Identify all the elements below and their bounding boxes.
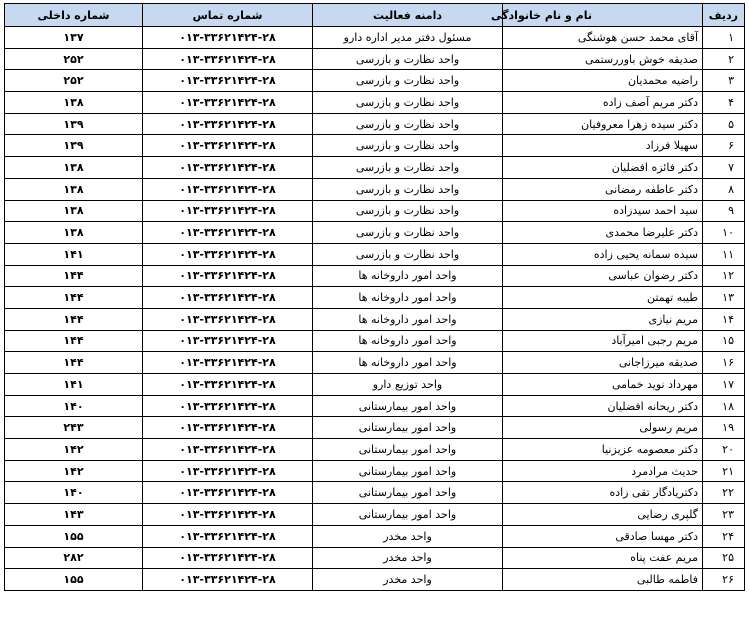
cell-name: دکتر مریم آصف زاده: [503, 92, 703, 114]
cell-phone: ۰۱۳-۳۳۶۲۱۴۲۴-۲۸: [143, 178, 313, 200]
cell-phone: ۰۱۳-۳۳۶۲۱۴۲۴-۲۸: [143, 352, 313, 374]
cell-name: مریم رسولی: [503, 417, 703, 439]
cell-activity: واحد نظارت و بازرسی: [313, 243, 503, 265]
cell-row-number: ۱۶: [703, 352, 745, 374]
cell-extension: ۲۸۲: [5, 547, 143, 569]
cell-extension: ۱۴۰: [5, 482, 143, 504]
contacts-table-wrapper: [4, 3, 745, 591]
cell-phone: ۰۱۳-۳۳۶۲۱۴۲۴-۲۸: [143, 330, 313, 352]
cell-phone: ۰۱۳-۳۳۶۲۱۴۲۴-۲۸: [143, 27, 313, 49]
table-row: [5, 439, 745, 461]
cell-extension: ۱۳۷: [5, 27, 143, 49]
cell-phone: ۰۱۳-۳۳۶۲۱۴۲۴-۲۸: [143, 157, 313, 179]
cell-phone: ۰۱۳-۳۳۶۲۱۴۲۴-۲۸: [143, 504, 313, 526]
cell-row-number: ۱۷: [703, 374, 745, 396]
table-row: [5, 48, 745, 70]
cell-row-number: ۱۵: [703, 330, 745, 352]
cell-name: آقای محمد حسن هوشنگی: [503, 27, 703, 49]
cell-phone: ۰۱۳-۳۳۶۲۱۴۲۴-۲۸: [143, 395, 313, 417]
cell-phone: ۰۱۳-۳۳۶۲۱۴۲۴-۲۸: [143, 547, 313, 569]
cell-row-number: ۷: [703, 157, 745, 179]
cell-phone: ۰۱۳-۳۳۶۲۱۴۲۴-۲۸: [143, 308, 313, 330]
cell-extension: ۱۴۳: [5, 504, 143, 526]
cell-name: دکتر ریحانه افضلیان: [503, 395, 703, 417]
cell-name: راضیه محمدیان: [503, 70, 703, 92]
table-row: [5, 265, 745, 287]
cell-name: مریم رجبی امیرآباد: [503, 330, 703, 352]
header-name: نام و نام خانوادگی: [503, 4, 703, 27]
cell-name: مریم عفت پناه: [503, 547, 703, 569]
cell-row-number: ۱۴: [703, 308, 745, 330]
table-row: [5, 352, 745, 374]
cell-name: دکتر فائزه افضلیان: [503, 157, 703, 179]
cell-phone: ۰۱۳-۳۳۶۲۱۴۲۴-۲۸: [143, 460, 313, 482]
cell-extension: ۱۴۴: [5, 308, 143, 330]
cell-name: صدیقه میرزاجانی: [503, 352, 703, 374]
cell-activity: واحد امور داروخانه ها: [313, 308, 503, 330]
cell-activity: واحد امور داروخانه ها: [313, 265, 503, 287]
cell-activity: واحد نظارت و بازرسی: [313, 200, 503, 222]
cell-phone: ۰۱۳-۳۳۶۲۱۴۲۴-۲۸: [143, 222, 313, 244]
cell-extension: ۱۴۴: [5, 287, 143, 309]
cell-extension: ۲۴۳: [5, 417, 143, 439]
cell-extension: ۱۳۸: [5, 178, 143, 200]
contacts-table: [4, 3, 745, 591]
cell-name: صدیقه خوش باوررستمی: [503, 48, 703, 70]
cell-phone: ۰۱۳-۳۳۶۲۱۴۲۴-۲۸: [143, 287, 313, 309]
cell-extension: ۲۵۲: [5, 48, 143, 70]
cell-name: سهیلا فرزاد: [503, 135, 703, 157]
header-phone: شماره تماس: [143, 4, 313, 27]
cell-name: دکتر رضوان عباسی: [503, 265, 703, 287]
cell-activity: واحد نظارت و بازرسی: [313, 92, 503, 114]
cell-row-number: ۲۴: [703, 525, 745, 547]
cell-activity: مسئول دفتر مدیر اداره دارو: [313, 27, 503, 49]
cell-name: دکتر عاطفه رمضانی: [503, 178, 703, 200]
cell-extension: ۱۴۱: [5, 243, 143, 265]
cell-phone: ۰۱۳-۳۳۶۲۱۴۲۴-۲۸: [143, 525, 313, 547]
cell-extension: ۱۵۵: [5, 569, 143, 591]
table-body: [5, 27, 745, 591]
cell-row-number: ۵: [703, 113, 745, 135]
cell-name: طیبه تهمتن: [503, 287, 703, 309]
cell-phone: ۰۱۳-۳۳۶۲۱۴۲۴-۲۸: [143, 48, 313, 70]
cell-row-number: ۲۶: [703, 569, 745, 591]
cell-name: مهرداد نوید خمامی: [503, 374, 703, 396]
cell-activity: واحد امور داروخانه ها: [313, 352, 503, 374]
cell-activity: واحد مخدر: [313, 525, 503, 547]
table-row: [5, 460, 745, 482]
table-row: [5, 287, 745, 309]
table-row: [5, 157, 745, 179]
cell-extension: ۱۳۸: [5, 222, 143, 244]
table-row: [5, 525, 745, 547]
cell-phone: ۰۱۳-۳۳۶۲۱۴۲۴-۲۸: [143, 92, 313, 114]
cell-extension: ۱۳۹: [5, 135, 143, 157]
cell-name: دکتر سیده زهرا معروفیان: [503, 113, 703, 135]
cell-activity: واحد امور داروخانه ها: [313, 330, 503, 352]
cell-extension: ۱۴۰: [5, 395, 143, 417]
table-row: [5, 330, 745, 352]
cell-row-number: ۲۵: [703, 547, 745, 569]
cell-activity: واحد مخدر: [313, 547, 503, 569]
cell-phone: ۰۱۳-۳۳۶۲۱۴۲۴-۲۸: [143, 569, 313, 591]
cell-row-number: ۱۰: [703, 222, 745, 244]
cell-row-number: ۳: [703, 70, 745, 92]
table-row: [5, 222, 745, 244]
table-row: [5, 70, 745, 92]
table-row: [5, 308, 745, 330]
cell-name: حدیث مرادمرد: [503, 460, 703, 482]
table-row: [5, 178, 745, 200]
header-extension: شماره داخلی: [5, 4, 143, 27]
cell-extension: ۱۳۸: [5, 157, 143, 179]
cell-extension: ۱۴۲: [5, 439, 143, 461]
cell-activity: واحد امور بیمارستانی: [313, 460, 503, 482]
cell-name: گلپری رضایی: [503, 504, 703, 526]
cell-activity: واحد امور بیمارستانی: [313, 395, 503, 417]
table-row: [5, 374, 745, 396]
cell-phone: ۰۱۳-۳۳۶۲۱۴۲۴-۲۸: [143, 70, 313, 92]
cell-row-number: ۲۳: [703, 504, 745, 526]
table-row: [5, 200, 745, 222]
cell-phone: ۰۱۳-۳۳۶۲۱۴۲۴-۲۸: [143, 243, 313, 265]
table-row: [5, 92, 745, 114]
cell-extension: ۱۳۹: [5, 113, 143, 135]
cell-name: دکتر معصومه عزیزنیا: [503, 439, 703, 461]
cell-phone: ۰۱۳-۳۳۶۲۱۴۲۴-۲۸: [143, 135, 313, 157]
cell-name: فاطمه طالبی: [503, 569, 703, 591]
cell-row-number: ۲۲: [703, 482, 745, 504]
table-row: [5, 417, 745, 439]
cell-extension: ۱۳۸: [5, 92, 143, 114]
cell-activity: واحد نظارت و بازرسی: [313, 178, 503, 200]
table-row: [5, 569, 745, 591]
cell-activity: واحد نظارت و بازرسی: [313, 48, 503, 70]
cell-row-number: ۴: [703, 92, 745, 114]
cell-phone: ۰۱۳-۳۳۶۲۱۴۲۴-۲۸: [143, 200, 313, 222]
cell-activity: واحد توزیع دارو: [313, 374, 503, 396]
cell-extension: ۱۴۲: [5, 460, 143, 482]
table-row: [5, 113, 745, 135]
cell-extension: ۱۵۵: [5, 525, 143, 547]
cell-activity: واحد امور بیمارستانی: [313, 504, 503, 526]
cell-activity: واحد نظارت و بازرسی: [313, 157, 503, 179]
cell-row-number: ۶: [703, 135, 745, 157]
cell-activity: واحد امور داروخانه ها: [313, 287, 503, 309]
cell-activity: واحد نظارت و بازرسی: [313, 135, 503, 157]
cell-name: دکتر علیرضا محمدی: [503, 222, 703, 244]
cell-row-number: ۱: [703, 27, 745, 49]
cell-activity: واحد امور بیمارستانی: [313, 439, 503, 461]
cell-phone: ۰۱۳-۳۳۶۲۱۴۲۴-۲۸: [143, 439, 313, 461]
cell-phone: ۰۱۳-۳۳۶۲۱۴۲۴-۲۸: [143, 265, 313, 287]
cell-row-number: ۱۲: [703, 265, 745, 287]
table-row: [5, 27, 745, 49]
cell-name: دکتریادگار تقی زاده: [503, 482, 703, 504]
cell-name: سیده سمانه یحیی زاده: [503, 243, 703, 265]
table-row: [5, 243, 745, 265]
cell-row-number: ۱۳: [703, 287, 745, 309]
cell-row-number: ۲۰: [703, 439, 745, 461]
cell-extension: ۱۴۴: [5, 265, 143, 287]
cell-row-number: ۲: [703, 48, 745, 70]
table-row: [5, 395, 745, 417]
table-row: [5, 135, 745, 157]
cell-row-number: ۱۱: [703, 243, 745, 265]
cell-row-number: ۸: [703, 178, 745, 200]
cell-phone: ۰۱۳-۳۳۶۲۱۴۲۴-۲۸: [143, 417, 313, 439]
cell-row-number: ۲۱: [703, 460, 745, 482]
cell-extension: ۱۳۸: [5, 200, 143, 222]
cell-extension: ۲۵۲: [5, 70, 143, 92]
cell-activity: واحد امور بیمارستانی: [313, 417, 503, 439]
cell-name: مریم نیازی: [503, 308, 703, 330]
cell-name: دکتر مهسا صادقی: [503, 525, 703, 547]
cell-activity: واحد مخدر: [313, 569, 503, 591]
cell-activity: واحد نظارت و بازرسی: [313, 70, 503, 92]
cell-phone: ۰۱۳-۳۳۶۲۱۴۲۴-۲۸: [143, 113, 313, 135]
cell-phone: ۰۱۳-۳۳۶۲۱۴۲۴-۲۸: [143, 374, 313, 396]
table-header-row: [5, 4, 745, 27]
cell-activity: واحد نظارت و بازرسی: [313, 222, 503, 244]
cell-row-number: ۱۹: [703, 417, 745, 439]
cell-phone: ۰۱۳-۳۳۶۲۱۴۲۴-۲۸: [143, 482, 313, 504]
cell-name: سید احمد سیدزاده: [503, 200, 703, 222]
cell-activity: واحد امور بیمارستانی: [313, 482, 503, 504]
table-row: [5, 482, 745, 504]
cell-activity: واحد نظارت و بازرسی: [313, 113, 503, 135]
header-row-number: ردیف: [703, 4, 745, 27]
header-activity: دامنه فعالیت: [313, 4, 503, 27]
table-row: [5, 504, 745, 526]
cell-row-number: ۹: [703, 200, 745, 222]
cell-extension: ۱۴۴: [5, 330, 143, 352]
cell-extension: ۱۴۱: [5, 374, 143, 396]
cell-extension: ۱۴۴: [5, 352, 143, 374]
table-row: [5, 547, 745, 569]
cell-row-number: ۱۸: [703, 395, 745, 417]
